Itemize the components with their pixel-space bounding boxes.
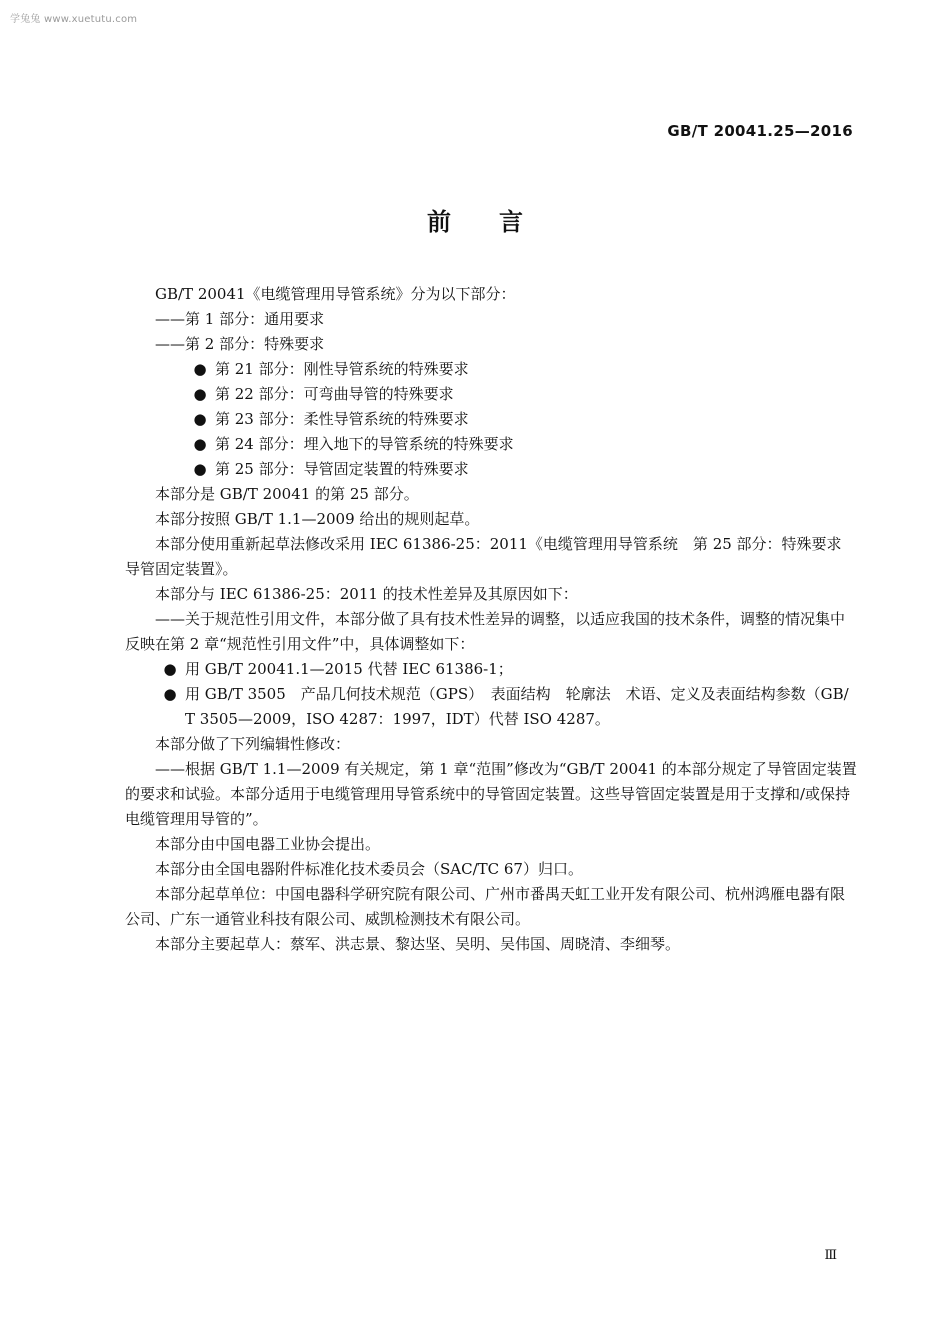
standard-code: GB/T 20041.25—2016 (667, 122, 853, 140)
list-item-text: 第 24 部分：埋入地下的导管系统的特殊要求 (215, 435, 514, 453)
part-of-paragraph: 本部分是 GB/T 20041 的第 25 部分。 (155, 485, 419, 503)
list-item (125, 382, 857, 407)
list-item (125, 357, 857, 382)
list-item-text: 第 22 部分：可弯曲导管的特殊要求 (215, 385, 454, 403)
bullet-icon: ● (193, 435, 207, 453)
differences-intro: 本部分与 IEC 61386-25：2011 的技术性差异及其原因如下： (155, 585, 578, 603)
bullet-icon: ● (193, 460, 207, 478)
list-item (125, 457, 857, 482)
list-item (125, 407, 857, 432)
foreword-body (125, 282, 857, 957)
technical-committee-paragraph: 本部分由全国电器附件标准化技术委员会（SAC/TC 67）归口。 (155, 860, 583, 878)
list-item-text: 第 25 部分：导管固定装置的特殊要求 (215, 460, 469, 478)
page-number: Ⅲ (824, 1248, 837, 1263)
adoption-paragraph: 本部分使用重新起草法修改采用 IEC 61386-25：2011《电缆管理用导管系统 第 25 部分：特殊要求 导管固定装置》。 (125, 535, 842, 578)
bullet-icon: ● (163, 660, 177, 678)
editorial-intro: 本部分做了下列编辑性修改： (155, 735, 351, 753)
bullet-icon: ● (193, 360, 207, 378)
bullet-icon: ● (193, 410, 207, 428)
bullet-icon: ● (163, 685, 177, 703)
list-item-text: 用 GB/T 3505 产品几何技术规范（GPS） 表面结构 轮廓法 术语、定义及表面结构参数（GB/T 3505—2009，ISO 4287：1997，IDT）代替 ISO 4287。 (185, 685, 849, 728)
part-1-item: ——第 1 部分：通用要求 (155, 310, 325, 328)
part-2-item: ——第 2 部分：特殊要求 (155, 335, 325, 353)
list-item (125, 657, 857, 682)
editorial-item: ——根据 GB/T 1.1—2009 有关规定，第 1 章“范围”修改为“GB/T 20041 的本部分规定了导管固定装置的要求和试验。本部分适用于电缆管理用导管系统中的导管固定装置。这些导管固定装置是用于支撑和/或保持电缆管理用导管的”。 (125, 760, 857, 828)
intro-paragraph: GB/T 20041《电缆管理用导管系统》分为以下部分： (155, 285, 516, 303)
proposed-by-paragraph: 本部分由中国电器工业协会提出。 (155, 835, 381, 853)
drafting-units-paragraph: 本部分起草单位：中国电器科学研究院有限公司、广州市番禺天虹工业开发有限公司、杭州鸿雁电器有限公司、广东一通管业科技有限公司、威凯检测技术有限公司。 (125, 885, 846, 928)
rules-paragraph: 本部分按照 GB/T 1.1—2009 给出的规则起草。 (155, 510, 480, 528)
list-item-text: 用 GB/T 20041.1—2015 代替 IEC 61386-1； (185, 660, 513, 678)
list-item (125, 432, 857, 457)
differences-item: ——关于规范性引用文件，本部分做了具有技术性差异的调整，以适应我国的技术条件，调整的情况集中反映在第 2 章“规范性引用文件”中，具体调整如下： (125, 610, 846, 653)
watermark: 学兔兔 www.xuetutu.com (10, 14, 138, 25)
drafters-paragraph: 本部分主要起草人：蔡军、洪志景、黎达坚、吴明、吴伟国、周晓清、李细琴。 (155, 935, 681, 953)
list-item (125, 682, 857, 732)
list-item-text: 第 21 部分：刚性导管系统的特殊要求 (215, 360, 469, 378)
bullet-icon: ● (193, 385, 207, 403)
page-title: 前言 (427, 208, 571, 236)
list-item-text: 第 23 部分：柔性导管系统的特殊要求 (215, 410, 469, 428)
